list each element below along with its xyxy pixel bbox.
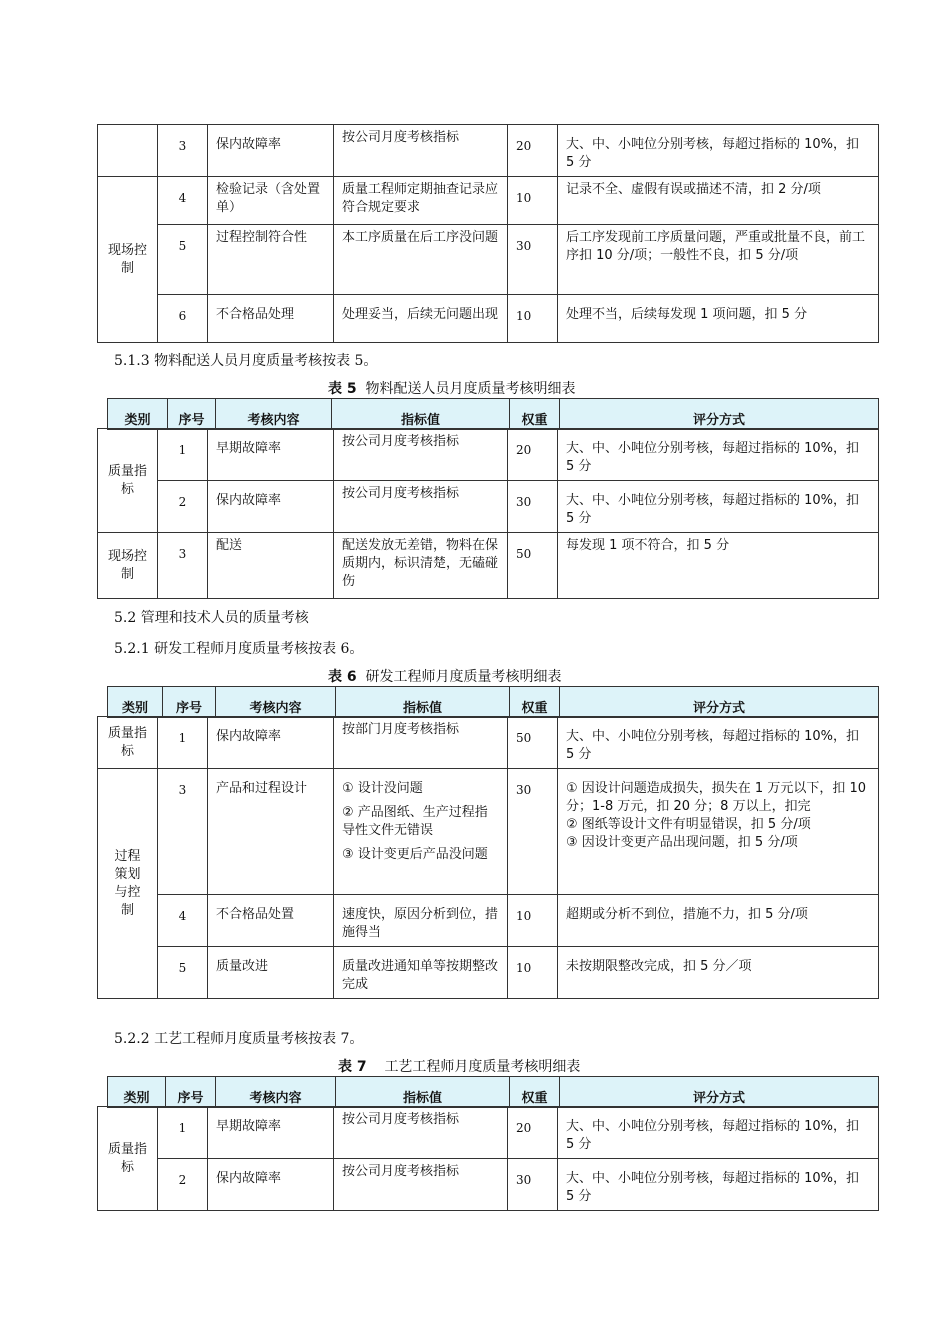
table-6-caption (328, 668, 562, 686)
table-6-header (107, 686, 879, 718)
table-5-caption (328, 380, 576, 398)
paragraph-5-2-1: 5.2.1 研发工程师月度质量考核按表 6。 (114, 641, 364, 657)
scoring-method: 大、中、小吨位分别考核，每超过指标的 10%，扣 5 分 (558, 1107, 879, 1159)
category-cell-empty (98, 125, 158, 177)
header-category: 类别 (108, 687, 163, 718)
header-number: 序号 (166, 1077, 216, 1108)
scoring-method: 大、中、小吨位分别考核，每超过指标的 10%，扣 5 分 (558, 429, 879, 481)
caption-label: 表 5 (328, 381, 357, 397)
scoring-method: 未按期限整改完成，扣 5 分／项 (558, 947, 879, 999)
indicator-value: 按公司月度考核指标 (334, 429, 508, 481)
table-row (98, 429, 879, 481)
header-item: 考核内容 (216, 399, 332, 430)
table-7-caption (338, 1058, 580, 1076)
table-7-header (107, 1076, 879, 1108)
table-row (98, 717, 879, 769)
weight: 20 (508, 125, 558, 177)
table-4-continued (97, 124, 879, 343)
weight: 10 (508, 895, 558, 947)
weight: 10 (508, 947, 558, 999)
category-cell: 质量指标 (98, 429, 158, 533)
weight: 20 (508, 429, 558, 481)
weight: 30 (508, 1159, 558, 1211)
header-indicator: 指标值 (336, 1077, 510, 1108)
indicator-value: 按公司月度考核指标 (334, 1159, 508, 1211)
scoring-method: 大、中、小吨位分别考核，每超过指标的 10%，扣 5 分 (558, 481, 879, 533)
assessment-item: 保内故障率 (208, 481, 334, 533)
paragraph-5-2: 5.2 管理和技术人员的质量考核 (114, 610, 309, 626)
category-cell: 现场控制 (98, 533, 158, 599)
table-row (98, 769, 879, 895)
score-line-2: ② 图纸等设计文件有明显错误，扣 5 分/项 (566, 817, 811, 832)
row-number: 1 (158, 429, 208, 481)
row-number: 2 (158, 481, 208, 533)
assessment-item: 早期故障率 (208, 429, 334, 481)
header-indicator: 指标值 (332, 399, 510, 430)
category-cell: 质量指标 (98, 1107, 158, 1211)
header-category: 类别 (108, 1077, 166, 1108)
row-number: 3 (158, 125, 208, 177)
table-row (98, 1159, 879, 1211)
header-number: 序号 (163, 687, 216, 718)
paragraph-5-2-2: 5.2.2 工艺工程师月度质量考核按表 7。 (114, 1031, 364, 1047)
scoring-method (558, 769, 879, 895)
table-row (98, 225, 879, 295)
scoring-method: 大、中、小吨位分别考核，每超过指标的 10%，扣 5 分 (558, 717, 879, 769)
assessment-item: 产品和过程设计 (208, 769, 334, 895)
weight: 30 (508, 769, 558, 895)
table-row (98, 481, 879, 533)
indicator-value: 质量工程师定期抽查记录应符合规定要求 (334, 177, 508, 225)
weight: 10 (508, 177, 558, 225)
row-number: 6 (158, 295, 208, 343)
assessment-item: 质量改进 (208, 947, 334, 999)
scoring-method: 大、中、小吨位分别考核，每超过指标的 10%，扣 5 分 (558, 1159, 879, 1211)
scoring-method: 每发现 1 项不符合，扣 5 分 (558, 533, 879, 599)
header-item: 考核内容 (216, 1077, 336, 1108)
header-scoring: 评分方式 (560, 687, 879, 718)
indicator-value: 质量改进通知单等按期整改完成 (334, 947, 508, 999)
indicator-value: 速度快，原因分析到位，措施得当 (334, 895, 508, 947)
category-cell: 现场控制 (98, 177, 158, 343)
table-row (98, 947, 879, 999)
table-row (98, 125, 879, 177)
indicator-line-3: ③ 设计变更后产品没问题 (342, 847, 488, 862)
assessment-item: 配送 (208, 533, 334, 599)
indicator-line-1: ① 设计没问题 (342, 781, 423, 796)
weight: 10 (508, 295, 558, 343)
scoring-method: 记录不全、虚假有误或描述不清，扣 2 分/项 (558, 177, 879, 225)
table-6 (97, 716, 879, 999)
assessment-item: 不合格品处理 (208, 295, 334, 343)
weight: 30 (508, 225, 558, 295)
table-7 (97, 1106, 879, 1211)
header-scoring: 评分方式 (560, 399, 879, 430)
assessment-item: 不合格品处置 (208, 895, 334, 947)
caption-text: 物料配送人员月度质量考核明细表 (365, 381, 576, 397)
category-cell: 质量指标 (98, 717, 158, 769)
row-number: 3 (158, 533, 208, 599)
assessment-item: 保内故障率 (208, 717, 334, 769)
indicator-value: 配送发放无差错，物料在保质期内，标识清楚，无磕碰伤 (334, 533, 508, 599)
indicator-value: 处理妥当，后续无问题出现 (334, 295, 508, 343)
weight: 30 (508, 481, 558, 533)
row-number: 1 (158, 717, 208, 769)
assessment-item: 检验记录（含处置单） (208, 177, 334, 225)
scoring-method: 超期或分析不到位，措施不力，扣 5 分/项 (558, 895, 879, 947)
table-row (98, 895, 879, 947)
row-number: 4 (158, 895, 208, 947)
indicator-value: 按公司月度考核指标 (334, 1107, 508, 1159)
table-row (98, 177, 879, 225)
header-item: 考核内容 (216, 687, 336, 718)
weight: 50 (508, 533, 558, 599)
row-number: 1 (158, 1107, 208, 1159)
score-line-3: ③ 因设计变更产品出现问题，扣 5 分/项 (566, 835, 798, 850)
header-category: 类别 (108, 399, 168, 430)
category-cell: 过程策划与控制 (98, 769, 158, 999)
header-weight: 权重 (510, 1077, 560, 1108)
score-line-1: ① 因设计问题造成损失，损失在 1 万元以下，扣 10 分；1-8 万元，扣 20 分；8 万以上，扣完 (566, 781, 866, 814)
row-number: 4 (158, 177, 208, 225)
header-number: 序号 (168, 399, 216, 430)
indicator-value: 按公司月度考核指标 (334, 125, 508, 177)
row-number: 5 (158, 225, 208, 295)
header-scoring: 评分方式 (560, 1077, 879, 1108)
table-row (98, 295, 879, 343)
scoring-method: 后工序发现前工序质量问题，严重或批量不良，前工序扣 10 分/项；一般性不良，扣 5 分/项 (558, 225, 879, 295)
caption-text: 研发工程师月度质量考核明细表 (365, 669, 562, 685)
row-number: 5 (158, 947, 208, 999)
weight: 20 (508, 1107, 558, 1159)
assessment-item: 过程控制符合性 (208, 225, 334, 295)
caption-text: 工艺工程师月度质量考核明细表 (384, 1059, 581, 1075)
caption-label: 表 6 (328, 669, 357, 685)
scoring-method: 大、中、小吨位分别考核，每超过指标的 10%，扣 5 分 (558, 125, 879, 177)
row-number: 3 (158, 769, 208, 895)
indicator-line-2: ② 产品图纸、生产过程指导性文件无错误 (342, 805, 488, 838)
scoring-method: 处理不当，后续每发现 1 项问题，扣 5 分 (558, 295, 879, 343)
header-weight: 权重 (510, 687, 560, 718)
weight: 50 (508, 717, 558, 769)
indicator-value (334, 769, 508, 895)
header-indicator: 指标值 (336, 687, 510, 718)
table-row (98, 533, 879, 599)
paragraph-5-1-3: 5.1.3 物料配送人员月度质量考核按表 5。 (114, 353, 378, 369)
caption-label: 表 7 (338, 1059, 367, 1075)
table-5-header (107, 398, 879, 430)
assessment-item: 保内故障率 (208, 1159, 334, 1211)
assessment-item: 保内故障率 (208, 125, 334, 177)
header-weight: 权重 (510, 399, 560, 430)
indicator-value: 本工序质量在后工序没问题 (334, 225, 508, 295)
assessment-item: 早期故障率 (208, 1107, 334, 1159)
row-number: 2 (158, 1159, 208, 1211)
indicator-value: 按部门月度考核指标 (334, 717, 508, 769)
indicator-value: 按公司月度考核指标 (334, 481, 508, 533)
table-5 (97, 428, 879, 599)
table-row (98, 1107, 879, 1159)
